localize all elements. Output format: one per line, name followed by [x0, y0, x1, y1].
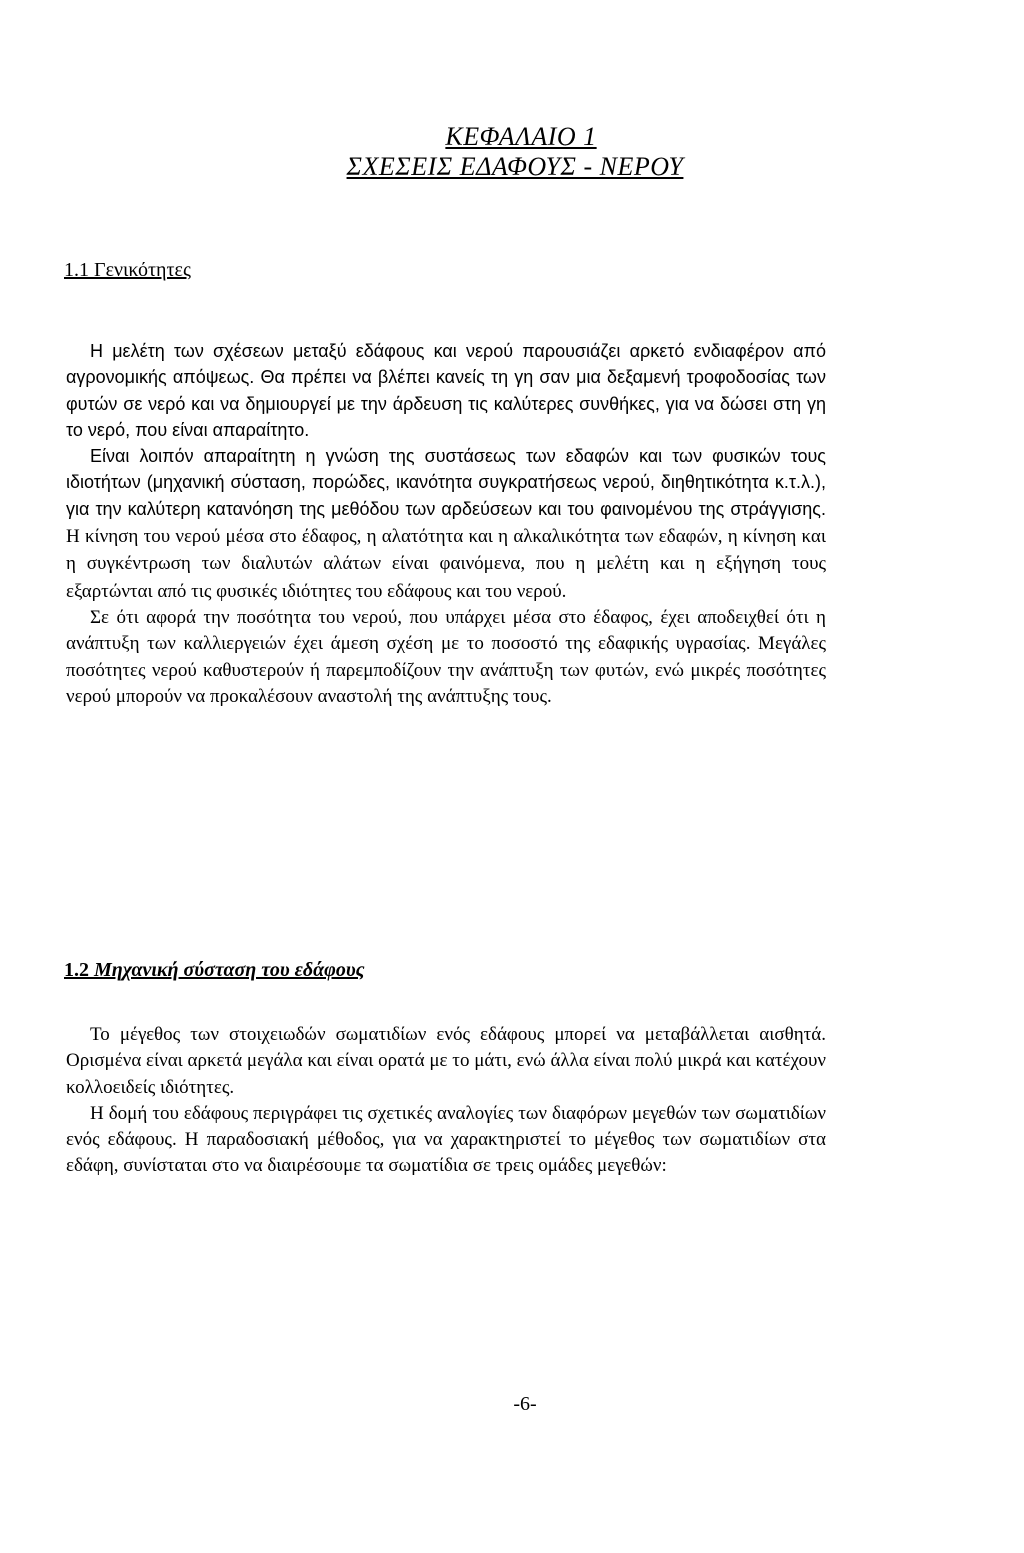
paragraph-text: Το μέγεθος των στοιχειωδών σωματιδίων ενός εδάφους μπορεί να μεταβάλλεται αισθητά. Ορισμένα είναι αρκετά μεγάλα και είναι ορατά με το μάτι, ενώ άλλα είναι πολύ μικρά και κατέχουν κολλοειδείς ιδιότητες.: [66, 1024, 826, 1098]
page-number: -6-: [513, 1393, 537, 1415]
paragraph-text: Σε ότι αφορά την ποσότητα του νερού, που υπάρχει μέσα στο έδαφος, έχει αποδειχθεί ότι η ανάπτυξη των καλλιεργειών έχει άμεση σχέση με το ποσοστό της εδαφικής υγρασίας. Μεγάλες ποσότητες νερού καθυστερούν ή παρεμποδίζουν την ανάπτυξη των φυτών, ενώ μικρές ποσότητες νερού μπορούν να προκαλέσουν αναστολή της ανάπτυξης τους.: [66, 606, 826, 707]
section-1-1-body: [66, 338, 826, 710]
paragraph-text: Είναι λοιπόν απαραίτητη η γνώση της συστάσεως των εδαφών και των φυσικών τους ιδιοτήτων (μηχανική σύσταση, πορώδες, ικανότητα συγκρατήσεως νερού, διηθητικότητα κ.τ.λ.), για την καλύτερη κατανόηση της μεθόδου των αρδεύσεων και του φαινομένου της στράγγισης.: [66, 446, 826, 519]
chapter-label: ΚΕΦΑΛΑΙΟ 1: [445, 122, 597, 151]
paragraph: [66, 1022, 826, 1101]
chapter-header: [0, 122, 1024, 182]
paragraph-text: Η μελέτη των σχέσεων μεταξύ εδάφους και νερού παρουσιάζει αρκετό ενδιαφέρον από αγρονομικής απόψεως. Θα πρέπει να βλέπει κανείς τη γη σαν μια δεξαμενή τροφοδοσίας των φυτών σε νερό και να δημιουργεί με την άρδευση τις καλύτερες συνθήκες, για να δώσει στη γη το νερό, που είναι απαραίτητο.: [66, 341, 826, 440]
paragraph-text: Η δομή του εδάφους περιγράφει τις σχετικές αναλογίες των διαφόρων μεγεθών των σωματιδίων ενός εδάφους. Η παραδοσιακή μέθοδος, για να χαρακτηριστεί το μέγεθος των σωματιδίων στα εδάφη, συνίσταται στο να διαιρέσουμε τα σωματίδια σε τρεις ομάδες μεγεθών:: [66, 1102, 826, 1177]
section-heading-1-2: [64, 958, 365, 982]
paragraph: [66, 605, 826, 710]
paragraph: [66, 443, 826, 605]
section-number: 1.2: [64, 959, 89, 981]
section-heading-1-1: 1.1 Γενικότητες: [64, 259, 191, 281]
paragraph: [66, 338, 826, 443]
paragraph: [66, 1101, 826, 1180]
paragraph-text: Η κίνηση του νερού μέσα στο έδαφος, η αλατότητα και η αλκαλικότητα των εδαφών, η κίνηση και η συγκέντρωση των διαλυτών αλάτων είναι φαινόμενα, που η μελέτη και η εξήγηση τους εξαρτώνται από τις φυσικές ιδιότητες του εδάφους και του νερού.: [66, 526, 826, 602]
section-1-2-body: [66, 1022, 826, 1180]
section-name: Μηχανική σύσταση του εδάφους: [94, 959, 365, 981]
chapter-title: ΣΧΕΣΕΙΣ ΕΔΑΦΟΥΣ - ΝΕΡΟΥ: [346, 152, 684, 181]
